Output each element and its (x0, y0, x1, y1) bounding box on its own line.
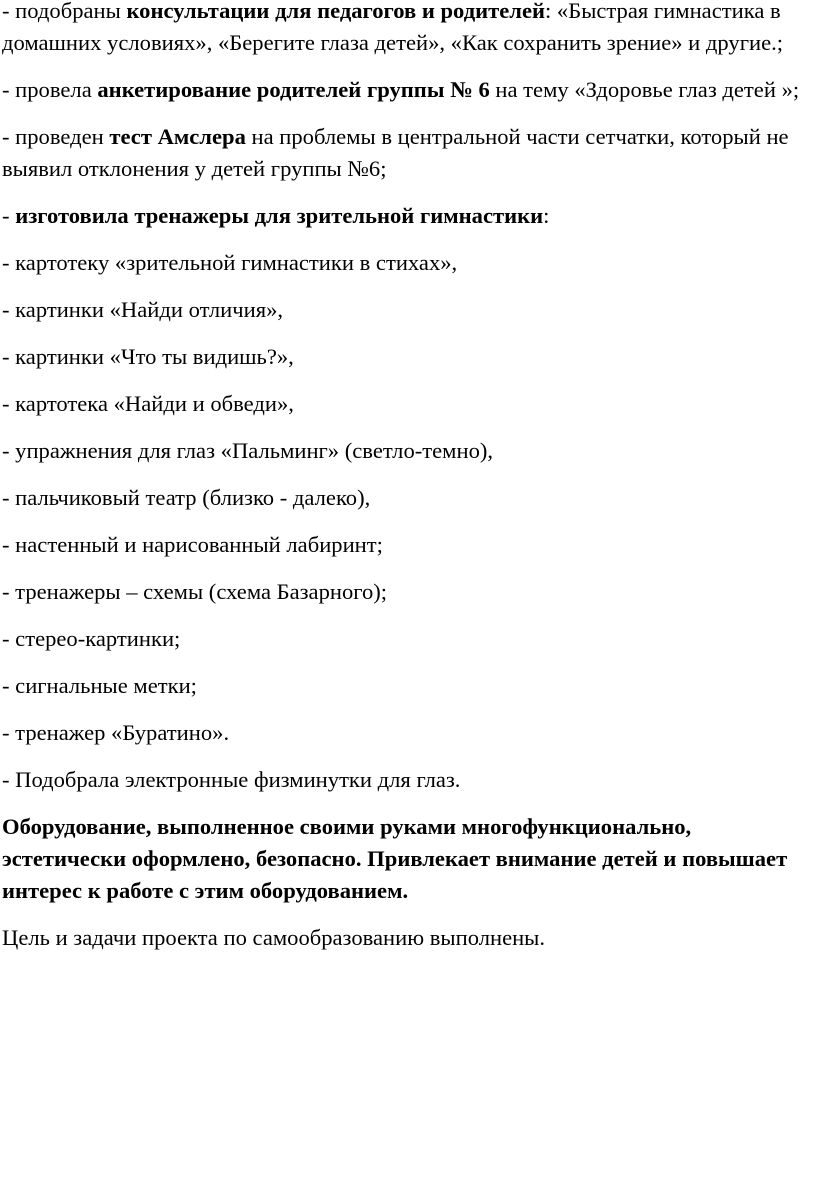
document-page (2, 0, 808, 969)
text-segment: - (2, 203, 16, 228)
text-segment: Цель и задачи проекта по самообразованию выполнены. (2, 925, 546, 950)
list-item-text: - тренажеры – схемы (схема Базарного); (2, 579, 388, 604)
paragraph-survey (2, 74, 808, 106)
list-item-text: - Подобрала электронные физминутки для глаз. (2, 767, 461, 792)
list-item (2, 576, 808, 608)
list-item-text: - картинки «Что ты видишь?», (2, 344, 294, 369)
bold-segment: изготовила тренажеры для зрительной гимнастики (15, 203, 544, 228)
bold-segment: тест Амслера (109, 124, 246, 149)
bold-segment: консультации для педагогов и родителей (126, 0, 545, 23)
list-item-text: - пальчиковый театр (близко - далеко), (2, 485, 371, 510)
list-item (2, 435, 808, 467)
paragraph-equipment-summary (2, 811, 808, 907)
list-item-text: - упражнения для глаз «Пальминг» (светло-темно), (2, 438, 494, 463)
list-item (2, 341, 808, 373)
list-item-text: - картотеку «зрительной гимнастики в стихах», (2, 250, 458, 275)
text-segment: : «Быстрая гимнастика в домашних условиях», «Берегите глаза детей», «Как сохранить зрение» и другие.; (2, 0, 784, 55)
list-item-text: - тренажер «Буратино». (2, 720, 230, 745)
text-segment: : (543, 203, 550, 228)
paragraph-conclusion (2, 922, 808, 954)
list-item (2, 247, 808, 279)
paragraph-trainers (2, 200, 808, 232)
list-item (2, 294, 808, 326)
list-item-text: - картинки «Найди отличия», (2, 297, 284, 322)
text-segment: на проблемы в центральной части сетчатки, который не выявил отклонения у детей группы №6; (2, 124, 789, 181)
list-item (2, 623, 808, 655)
paragraph-amsler-test (2, 121, 808, 185)
text-segment: - проведен (2, 124, 110, 149)
list-item (2, 529, 808, 561)
list-item (2, 482, 808, 514)
list-item-text: - сигнальные метки; (2, 673, 197, 698)
paragraph-consultations (2, 0, 808, 59)
list-item (2, 717, 808, 749)
list-item-text: - картотека «Найди и обведи», (2, 391, 294, 416)
list-item-text: - стерео-картинки; (2, 626, 181, 651)
bold-segment: анкетирование родителей группы № 6 (97, 77, 490, 102)
text-segment: - подобраны (2, 0, 127, 23)
list-item (2, 388, 808, 420)
list-item (2, 670, 808, 702)
list-item (2, 764, 808, 796)
list-item-text: - настенный и нарисованный лабиринт; (2, 532, 383, 557)
bold-segment: Оборудование, выполненное своими руками многофункционально, эстетически оформлено, безопасно. Привлекает внимание детей и повышает интерес к работе с этим оборудованием. (2, 814, 788, 903)
text-segment: - провела (2, 77, 98, 102)
text-segment: на тему «Здоровье глаз детей »; (489, 77, 800, 102)
